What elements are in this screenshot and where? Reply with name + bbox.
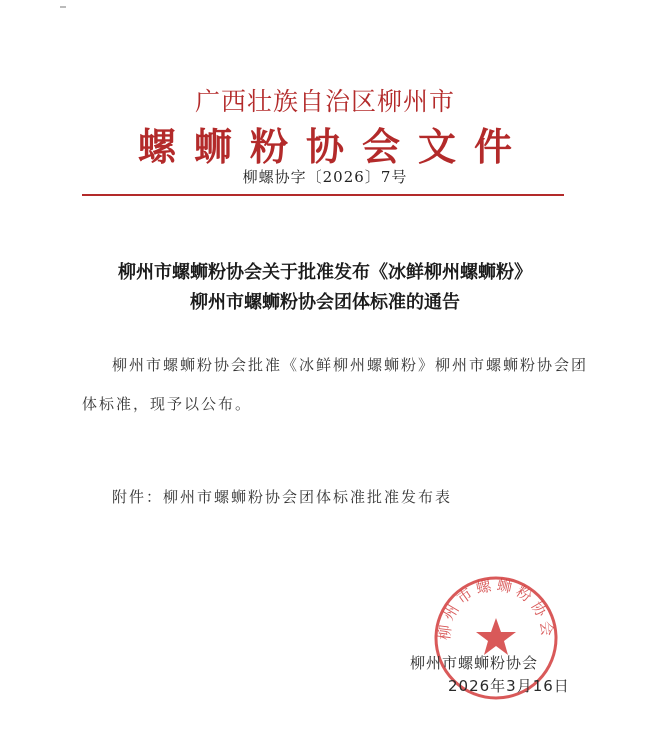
- header-divider: [82, 194, 564, 196]
- seal-text: 柳州市螺蛳粉协会: [435, 575, 557, 642]
- signature-date: 2026年3月16日: [448, 677, 570, 695]
- body-paragraph-line1: 柳州市螺蛳粉协会批准《冰鲜柳州螺蛳粉》柳州市螺蛳粉协会团: [112, 356, 589, 374]
- attachment-line: 附件：柳州市螺蛳粉协会团体标准批准发布表: [112, 488, 453, 506]
- scan-mark: [60, 6, 66, 8]
- notice-title-line2: 柳州市螺蛳粉协会团体标准的通告: [190, 292, 460, 313]
- signature-organization: 柳州市螺蛳粉协会: [410, 654, 539, 672]
- notice-title-line1: 柳州市螺蛳粉协会关于批准发布《冰鲜柳州螺蛳粉》: [118, 262, 532, 283]
- star-icon: [476, 618, 516, 655]
- document-number: 柳螺协字〔2026〕7号: [242, 168, 408, 186]
- header-issuer-file: 螺蛳粉协会文件: [137, 124, 530, 169]
- body-paragraph-line2: 体标准，现予以公布。: [82, 395, 253, 413]
- header-region: 广西壮族自治区柳州市: [194, 87, 455, 116]
